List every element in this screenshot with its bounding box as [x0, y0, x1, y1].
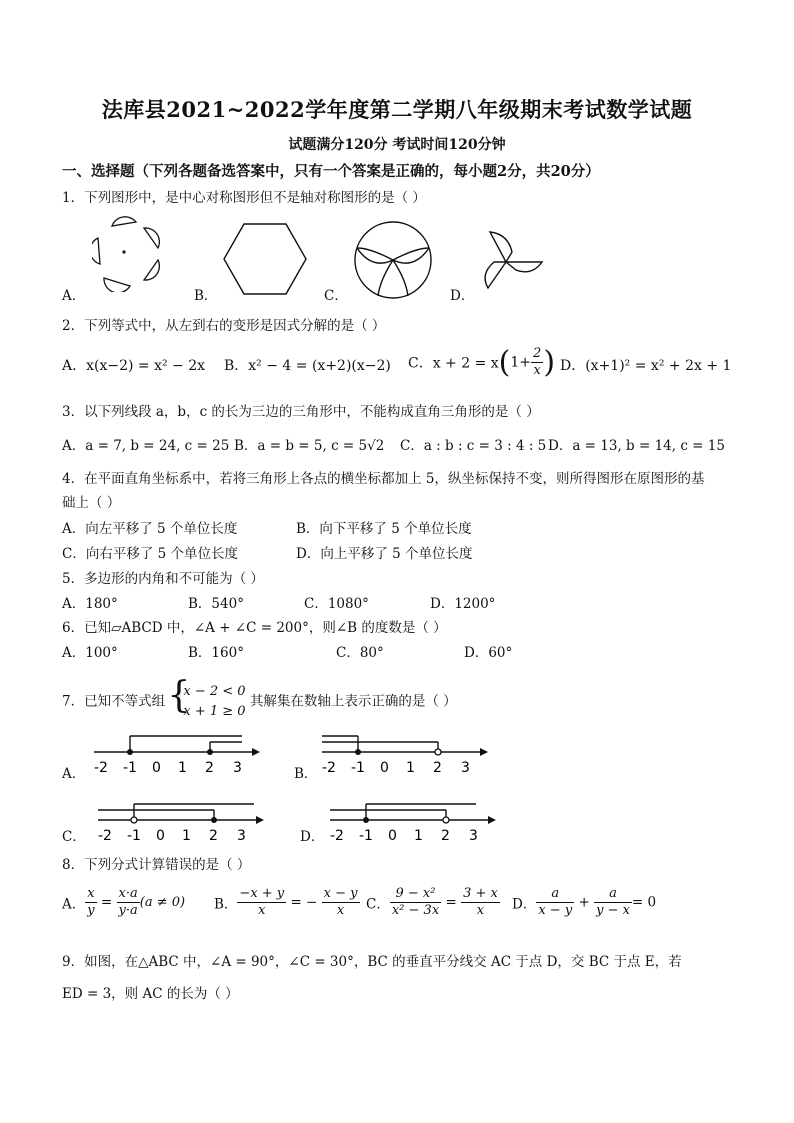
q1-option-b-label: B． [194, 288, 218, 304]
q7-inequality-1: x − 2 < 0 [183, 684, 246, 699]
q7-number-line-d [326, 796, 496, 846]
q7-stem: 7．已知不等式组 { x − 2 < 0 x + 1 ≥ 0 其解集在数轴上表示正确的是（ ） [62, 682, 457, 722]
q7-b-tick-1: -1 [351, 760, 365, 776]
exam-title: 法库县2021~2022学年度第二学期八年级期末考试数学试题 [101, 97, 693, 122]
q1-figure-a [92, 216, 172, 292]
q3-stem: 3．以下列线段 a，b，c 的长为三边的三角形中，不能构成直角三角形的是（ ） [62, 404, 540, 420]
q6-option-c: C．80° [336, 645, 384, 661]
q7-a-tick-4: 2 [205, 760, 214, 776]
q7-b-tick-2: 0 [380, 760, 389, 776]
q6-stem: 6．已知▱ABCD 中，∠A + ∠C = 200°，则∠B 的度数是（ ） [62, 620, 447, 636]
q6-option-d: D．60° [464, 645, 513, 661]
q7-option-b-label: B． [294, 766, 318, 782]
exam-subtitle: 试题满分120分 考试时间120分钟 [288, 137, 506, 153]
q1-option-d-label: D． [450, 288, 475, 304]
q5-stem: 5．多边形的内角和不可能为（ ） [62, 571, 264, 587]
q7-option-d-label: D． [300, 829, 325, 845]
q8-option-a: A． $\frac{x}{y}$ = $\frac{x\cdot a}{y\cdot a}$ (a ≠ 0) [62, 886, 186, 918]
q2-stem: 2．下列等式中，从左到右的变形是因式分解的是（ ） [62, 318, 386, 334]
q7-a-tick-0: -2 [94, 760, 108, 776]
q5-option-b: B．540° [188, 596, 244, 612]
q2-option-c-fraction: $\frac{2}{x}$ [533, 346, 542, 378]
q1-stem: 1．下列图形中，是中心对称图形但不是轴对称图形的是（ ） [62, 190, 426, 206]
q7-b-tick-3: 1 [406, 760, 415, 776]
q8-option-c: C． $\frac{\text{9 − x²}}{\text{x² − 3x}}$ = $\frac{3 + x}{x}$ [366, 886, 498, 918]
q3-option-b: B．a = b = 5, c = 5√2 [234, 438, 385, 454]
q7-d-tick-3: 1 [414, 828, 423, 844]
q7-a-tick-1: -1 [123, 760, 137, 776]
q7-a-tick-3: 1 [178, 760, 187, 776]
q7-b-tick-4: 2 [433, 760, 442, 776]
q7-number-line-c [94, 796, 264, 846]
q1-figure-c-circle-petals [350, 218, 436, 302]
section-heading-choice: 一、选择题（下列各题备选答案中，只有一个答案是正确的，每小题2分，共20分） [62, 163, 600, 180]
q2-option-a: A．x(x−2) = x² − 2x [62, 358, 206, 374]
q7-c-tick-5: 3 [237, 828, 246, 844]
q7-d-tick-4: 2 [441, 828, 450, 844]
q4-stem-line1: 4．在平面直角坐标系中，若将三角形上各点的横坐标都加上 5，纵坐标保持不变，则所得图形在原图形的基 [62, 471, 705, 487]
q4-option-b: B．向下平移了 5 个单位长度 [296, 521, 472, 537]
q2-option-b: B．x² − 4 = (x+2)(x−2) [224, 358, 391, 374]
q1-option-a-label: A． [62, 288, 86, 304]
q1-figure-d-pinwheel [474, 226, 548, 296]
q8-option-d: D． $\frac{a}{x - y}$ + $\frac{a}{y - x}$ = 0 [512, 886, 657, 918]
q7-c-tick-3: 1 [182, 828, 191, 844]
q7-stem-post: 其解集在数轴上表示正确的是（ ） [249, 693, 457, 710]
q7-c-tick-4: 2 [209, 828, 218, 844]
q3-option-c: C．a : b : c = 3 : 4 : 5 [400, 438, 547, 454]
q4-option-a: A．向左平移了 5 个单位长度 [62, 521, 238, 537]
q4-option-d: D．向上平移了 5 个单位长度 [296, 546, 473, 562]
q8-option-b: B． $\frac{-x + y}{x}$ = − $\frac{x - y}{x}$ [214, 886, 358, 918]
q7-option-a-label: A． [62, 766, 86, 782]
q7-b-tick-5: 3 [461, 760, 470, 776]
q1-option-c-label: C． [324, 288, 348, 304]
q7-a-tick-2: 0 [152, 760, 161, 776]
q7-stem-pre: 7．已知不等式组 [62, 693, 166, 710]
q7-c-tick-1: -1 [127, 828, 141, 844]
q5-option-a: A．180° [62, 596, 118, 612]
q9-stem-line2: ED = 3，则 AC 的长为（ ） [62, 986, 239, 1002]
q4-stem-line2: 础上（ ） [62, 495, 121, 511]
q3-option-d: D．a = 13, b = 14, c = 15 [548, 438, 725, 454]
q7-d-tick-2: 0 [388, 828, 397, 844]
q7-inequality-2: x + 1 ≥ 0 [183, 704, 246, 719]
q5-option-d: D．1200° [430, 596, 496, 612]
q4-option-c: C．向右平移了 5 个单位长度 [62, 546, 239, 562]
q7-option-c-label: C． [62, 829, 86, 845]
q6-option-b: B．160° [188, 645, 244, 661]
q5-option-c: C．1080° [304, 596, 369, 612]
q3-option-a: A．a = 7, b = 24, c = 25 [62, 438, 230, 454]
q8-stem: 8．下列分式计算错误的是（ ） [62, 857, 251, 873]
q7-c-tick-0: -2 [98, 828, 112, 844]
q7-b-tick-0: -2 [322, 760, 336, 776]
q7-number-line-b [318, 728, 488, 778]
q7-c-tick-2: 0 [156, 828, 165, 844]
q7-d-tick-5: 3 [469, 828, 478, 844]
q1-figure-b-hexagon [222, 222, 308, 296]
q9-stem-line1: 9．如图，在△ABC 中，∠A = 90°，∠C = 30°，BC 的垂直平分线交 AC 于点 D，交 BC 于点 E，若 [62, 954, 682, 970]
q7-d-tick-1: -1 [359, 828, 373, 844]
q7-a-tick-5: 3 [233, 760, 242, 776]
q6-option-a: A．100° [62, 645, 118, 661]
q7-number-line-a [90, 728, 260, 778]
q2-option-c-text: C．x + 2 = x [408, 355, 499, 372]
q2-option-d: D．(x+1)² = x² + 2x + 1 [560, 358, 732, 374]
q7-d-tick-0: -2 [330, 828, 344, 844]
q2-option-c: C．x + 2 = x(1+ $\frac{2}{x}$ ) [408, 345, 556, 380]
